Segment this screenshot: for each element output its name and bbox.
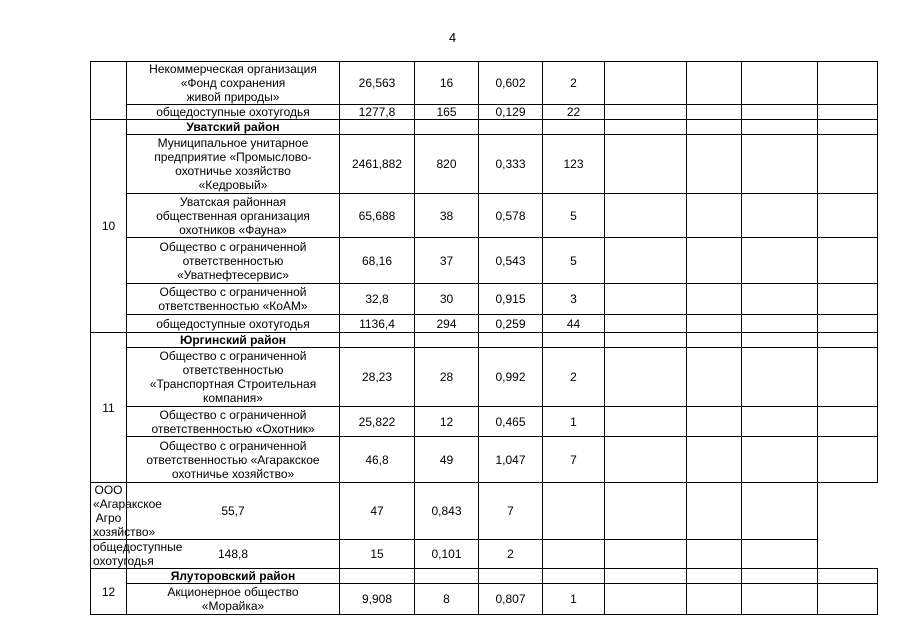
area-value: 68,16: [340, 238, 415, 284]
empty-cell: [687, 135, 742, 194]
count-value: 30: [415, 284, 479, 315]
entity-name: Акционерное общество «Морайка»: [127, 584, 340, 615]
empty-cell: [605, 437, 687, 483]
quota-value: 2: [543, 62, 605, 105]
density-value: 1,047: [479, 437, 543, 483]
quota-value: 5: [543, 194, 605, 238]
empty-cell: [742, 120, 818, 135]
quota-value: 5: [543, 238, 605, 284]
empty-cell: [818, 194, 878, 238]
empty-cell: [818, 238, 878, 284]
empty-cell: [818, 135, 878, 194]
empty-cell: [415, 120, 479, 135]
empty-cell: [687, 120, 742, 135]
row-number-cell: [91, 62, 127, 120]
empty-cell: [687, 284, 742, 315]
empty-cell: [687, 584, 742, 615]
empty-cell: [818, 348, 878, 407]
empty-cell: [818, 105, 878, 120]
quota-value: 1: [543, 584, 605, 615]
empty-cell: [742, 194, 818, 238]
quota-value: 7: [479, 483, 543, 540]
density-value: 0,843: [415, 483, 479, 540]
area-value: 25,822: [340, 407, 415, 437]
count-value: 37: [415, 238, 479, 284]
empty-cell: [687, 333, 742, 348]
table-row: [91, 284, 878, 315]
quota-value: 44: [543, 315, 605, 333]
empty-cell: [818, 569, 878, 584]
empty-cell: [605, 105, 687, 120]
empty-cell: [742, 105, 818, 120]
row-number-cell: 12: [91, 569, 127, 615]
density-value: 0,333: [479, 135, 543, 194]
density-value: 0,259: [479, 315, 543, 333]
district-row: [91, 569, 878, 584]
page-number: 4: [448, 30, 457, 45]
empty-cell: [415, 569, 479, 584]
empty-cell: [479, 569, 543, 584]
empty-cell: [687, 62, 742, 105]
row-number-cell: 10: [91, 120, 127, 333]
entity-name: Некоммерческая организация «Фонд сохранения живой природы»: [127, 62, 340, 105]
entity-name: Общество с ограниченной ответственностью «Охотник»: [127, 407, 340, 437]
quota-value: 7: [543, 437, 605, 483]
count-value: 28: [415, 348, 479, 407]
density-value: 0,915: [479, 284, 543, 315]
empty-cell: [687, 315, 742, 333]
entity-name: общедоступные охотугодья: [91, 540, 127, 569]
entity-name: Общество с ограниченной ответственностью «Агаракское охотничье хозяйство»: [127, 437, 340, 483]
empty-cell: [543, 569, 605, 584]
district-name: Юргинский район: [127, 333, 340, 348]
entity-name: Общество с ограниченной ответственностью «Уватнефтесервис»: [127, 238, 340, 284]
quota-value: 3: [543, 284, 605, 315]
area-value: 148,8: [127, 540, 340, 569]
empty-cell: [687, 238, 742, 284]
table-row: [91, 437, 878, 483]
empty-cell: [742, 284, 818, 315]
empty-cell: [742, 315, 818, 333]
hunting-grounds-table: [90, 61, 878, 615]
quota-value: 2: [479, 540, 543, 569]
empty-cell: [605, 194, 687, 238]
empty-cell: [605, 238, 687, 284]
quota-value: 2: [543, 348, 605, 407]
empty-cell: [818, 315, 878, 333]
empty-cell: [479, 333, 543, 348]
empty-cell: [818, 120, 878, 135]
density-value: 0,101: [415, 540, 479, 569]
empty-cell: [605, 348, 687, 407]
district-row: [91, 120, 878, 135]
empty-cell: [742, 483, 818, 540]
empty-cell: [479, 120, 543, 135]
table-row: [91, 407, 878, 437]
empty-cell: [818, 333, 878, 348]
table-row: [91, 62, 878, 105]
quota-value: 1: [543, 407, 605, 437]
area-value: 1277,8: [340, 105, 415, 120]
empty-cell: [605, 120, 687, 135]
table-row: [91, 584, 878, 615]
empty-cell: [818, 437, 878, 483]
empty-cell: [543, 333, 605, 348]
table-row: [91, 135, 878, 194]
empty-cell: [543, 540, 605, 569]
empty-cell: [340, 333, 415, 348]
empty-cell: [742, 333, 818, 348]
empty-cell: [340, 569, 415, 584]
density-value: 0,807: [479, 584, 543, 615]
count-value: 165: [415, 105, 479, 120]
area-value: 46,8: [340, 437, 415, 483]
count-value: 8: [415, 584, 479, 615]
area-value: 28,23: [340, 348, 415, 407]
density-value: 0,543: [479, 238, 543, 284]
empty-cell: [742, 407, 818, 437]
entity-name: Муниципальное унитарное предприятие «Промыслово- охотничье хозяйство «Кедровый»: [127, 135, 340, 194]
count-value: 49: [415, 437, 479, 483]
empty-cell: [605, 584, 687, 615]
quota-value: 123: [543, 135, 605, 194]
density-value: 0,465: [479, 407, 543, 437]
area-value: 26,563: [340, 62, 415, 105]
count-value: 12: [415, 407, 479, 437]
empty-cell: [742, 437, 818, 483]
area-value: 9,908: [340, 584, 415, 615]
entity-name: Общество с ограниченной ответственностью «Транспортная Строительная компания»: [127, 348, 340, 407]
empty-cell: [543, 483, 605, 540]
entity-name: Общество с ограниченной ответственностью «КоАМ»: [127, 284, 340, 315]
empty-cell: [340, 120, 415, 135]
empty-cell: [742, 584, 818, 615]
empty-cell: [605, 135, 687, 194]
area-value: 55,7: [127, 483, 340, 540]
empty-cell: [687, 569, 742, 584]
entity-name: общедоступные охотугодья: [127, 105, 340, 120]
empty-cell: [605, 62, 687, 105]
district-name: Ялуторовский район: [127, 569, 340, 584]
empty-cell: [742, 569, 818, 584]
entity-name: ООО «Агаракское Агро хозяйство»: [91, 483, 127, 540]
empty-cell: [818, 62, 878, 105]
empty-cell: [742, 540, 818, 569]
empty-cell: [605, 540, 687, 569]
empty-cell: [687, 194, 742, 238]
area-value: 65,688: [340, 194, 415, 238]
empty-cell: [742, 238, 818, 284]
district-row: [91, 333, 878, 348]
empty-cell: [818, 584, 878, 615]
density-value: 0,578: [479, 194, 543, 238]
empty-cell: [818, 284, 878, 315]
quota-value: 22: [543, 105, 605, 120]
empty-cell: [742, 135, 818, 194]
empty-cell: [742, 348, 818, 407]
district-name: Уватский район: [127, 120, 340, 135]
count-value: 16: [415, 62, 479, 105]
empty-cell: [605, 407, 687, 437]
empty-cell: [687, 540, 742, 569]
table-row: [91, 540, 878, 569]
count-value: 820: [415, 135, 479, 194]
empty-cell: [605, 315, 687, 333]
density-value: 0,602: [479, 62, 543, 105]
density-value: 0,129: [479, 105, 543, 120]
table-row: [91, 194, 878, 238]
count-value: 38: [415, 194, 479, 238]
area-value: 1136,4: [340, 315, 415, 333]
entity-name: Уватская районная общественная организация охотников «Фауна»: [127, 194, 340, 238]
table-row: [91, 348, 878, 407]
entity-name: общедоступные охотугодья: [127, 315, 340, 333]
table-row: [91, 315, 878, 333]
empty-cell: [687, 348, 742, 407]
empty-cell: [687, 407, 742, 437]
count-value: 294: [415, 315, 479, 333]
area-value: 32,8: [340, 284, 415, 315]
count-value: 15: [340, 540, 415, 569]
area-value: 2461,882: [340, 135, 415, 194]
table-row: [91, 483, 878, 540]
empty-cell: [687, 483, 742, 540]
empty-cell: [415, 333, 479, 348]
table-row: [91, 238, 878, 284]
empty-cell: [605, 483, 687, 540]
empty-cell: [605, 333, 687, 348]
empty-cell: [687, 437, 742, 483]
table-row: [91, 105, 878, 120]
density-value: 0,992: [479, 348, 543, 407]
row-number-cell: 11: [91, 333, 127, 483]
empty-cell: [687, 105, 742, 120]
empty-cell: [742, 62, 818, 105]
empty-cell: [605, 284, 687, 315]
empty-cell: [818, 407, 878, 437]
empty-cell: [543, 120, 605, 135]
empty-cell: [605, 569, 687, 584]
count-value: 47: [340, 483, 415, 540]
